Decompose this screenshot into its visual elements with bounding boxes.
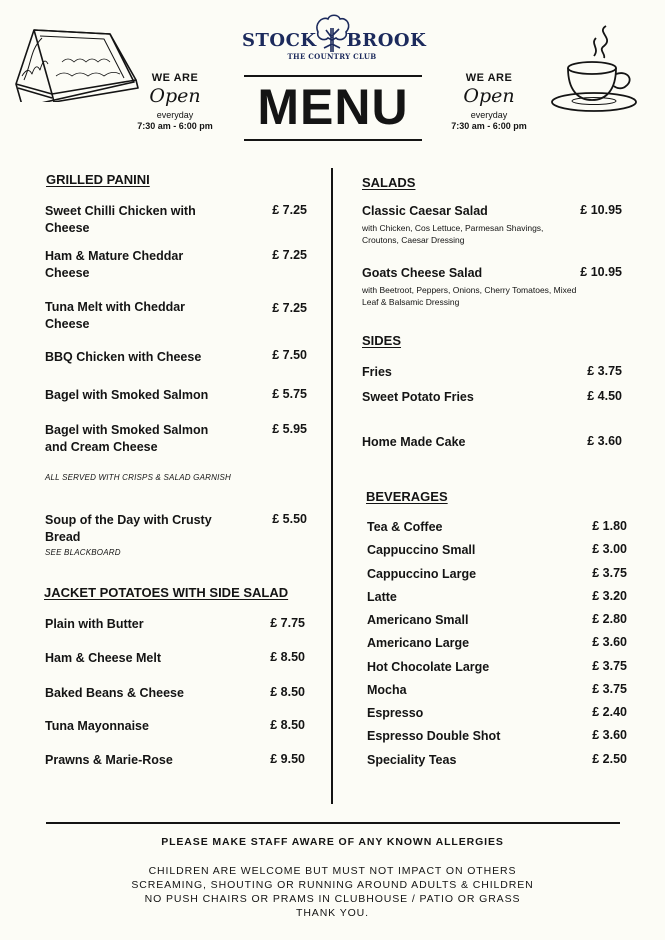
item-price: £ 3.60	[587, 434, 622, 448]
item-name: Soup of the Day with Crusty Bread	[45, 513, 212, 544]
panini-note: ALL SERVED WITH CRISPS & SALAD GARNISH	[45, 473, 232, 482]
item-name: Classic Caesar Salad	[362, 204, 488, 218]
hours-label: 7:30 am - 6:00 pm	[451, 121, 527, 131]
menu-item	[362, 434, 622, 451]
open-label: Open	[149, 85, 201, 107]
menu-item	[367, 542, 627, 559]
item-name: Espresso	[367, 706, 424, 720]
item-name: Bagel with Smoked Salmon and Cream Cheese	[45, 423, 209, 454]
item-price: £ 5.50	[272, 512, 307, 526]
item-price: £ 2.80	[592, 612, 627, 626]
item-price: £ 2.50	[592, 752, 627, 766]
menu-item	[45, 650, 305, 667]
item-price: £ 10.95	[580, 203, 622, 217]
soup-note: SEE BLACKBOARD	[45, 548, 121, 557]
item-price: £ 4.50	[587, 389, 622, 403]
brand-subtitle: THE COUNTRY CLUB	[287, 52, 377, 61]
footer-line: NO PUSH CHAIRS OR PRAMS IN CLUBHOUSE / PATIO OR GRASS	[144, 893, 521, 905]
item-price: £ 5.75	[272, 387, 307, 401]
item-price: £ 3.75	[592, 659, 627, 673]
coffee-cup-icon	[548, 20, 648, 120]
hours-label: 7:30 am - 6:00 pm	[137, 121, 213, 131]
open-label: Open	[463, 85, 515, 107]
brand-logo	[242, 14, 427, 62]
item-name: Mocha	[367, 683, 407, 697]
item-price: £ 7.25	[272, 248, 307, 262]
brand-name-left: STOCK	[242, 30, 317, 51]
page-title: MENU	[257, 79, 409, 135]
column-divider	[331, 168, 333, 804]
item-name: Espresso Double Shot	[367, 729, 501, 743]
item-price: £ 8.50	[270, 718, 305, 732]
brand-name-right: BROOK	[346, 30, 427, 51]
item-price: £ 5.95	[272, 422, 307, 436]
item-name: Ham & Cheese Melt	[45, 651, 162, 665]
menu-item	[45, 685, 305, 702]
menu-item	[45, 616, 305, 633]
everyday-label: everyday	[470, 110, 508, 120]
menu-item	[362, 389, 622, 406]
item-price: £ 3.75	[587, 364, 622, 378]
menu-item	[45, 299, 307, 333]
item-name: Tuna Mayonnaise	[45, 719, 149, 733]
menu-item	[45, 752, 305, 769]
item-name: Sweet Chilli Chicken with Cheese	[45, 204, 196, 235]
item-name: Goats Cheese Salad	[362, 266, 483, 280]
section-heading-panini: GRILLED PANINI	[46, 172, 150, 187]
title-rule-bottom	[244, 139, 422, 141]
footer-line: THANK YOU.	[296, 907, 369, 919]
menu-item	[45, 203, 307, 237]
item-price: £ 9.50	[270, 752, 305, 766]
item-name: Tuna Melt with Cheddar Cheese	[45, 300, 186, 331]
menu-item	[367, 705, 627, 722]
footer-line: SCREAMING, SHOUTING OR RUNNING AROUND ADULTS & CHILDREN	[131, 879, 534, 891]
section-heading-jacket: JACKET POTATOES WITH SIDE SALAD	[44, 585, 289, 600]
item-name: Sweet Potato Fries	[362, 390, 474, 404]
menu-item	[367, 612, 627, 629]
item-price: £ 7.75	[270, 616, 305, 630]
item-name: Tea & Coffee	[367, 520, 443, 534]
item-name: Baked Beans & Cheese	[45, 686, 184, 700]
item-price: £ 3.00	[592, 542, 627, 556]
item-price: £ 8.50	[270, 650, 305, 664]
menu-item	[367, 635, 627, 652]
menu-item	[362, 203, 622, 246]
item-name: Ham & Mature Cheddar Cheese	[45, 249, 184, 280]
menu-item	[45, 718, 305, 735]
open-hours-left	[115, 72, 235, 131]
menu-item	[367, 752, 627, 769]
item-name: Cappuccino Large	[367, 567, 477, 581]
item-price: £ 2.40	[592, 705, 627, 719]
item-price: £ 3.75	[592, 682, 627, 696]
section-heading-salads: SALADS	[362, 175, 416, 190]
section-heading-sides: SIDES	[362, 333, 402, 348]
menu-item	[362, 364, 622, 381]
item-description: with Chicken, Cos Lettuce, Parmesan Shavings, Croutons, Caesar Dressing	[362, 223, 544, 245]
menu-item	[367, 682, 627, 699]
open-hours-right	[429, 72, 549, 131]
menu-item	[367, 589, 627, 606]
item-name: BBQ Chicken with Cheese	[45, 350, 202, 364]
menu-item	[45, 248, 307, 282]
item-name: Americano Large	[367, 636, 470, 650]
item-name: Fries	[362, 365, 392, 379]
menu-item	[367, 728, 627, 745]
item-price: £ 3.75	[592, 566, 627, 580]
section-heading-beverages: BEVERAGES	[366, 489, 448, 504]
item-name: Americano Small	[367, 613, 469, 627]
item-price: £ 7.25	[272, 301, 307, 315]
menu-item	[45, 387, 307, 404]
item-price: £ 3.60	[592, 635, 627, 649]
menu-item	[367, 566, 627, 583]
we-are-label: WE ARE	[151, 72, 199, 84]
item-price: £ 1.80	[592, 519, 627, 533]
menu-item	[367, 659, 627, 676]
item-price: £ 7.25	[272, 203, 307, 217]
title-rule-top	[244, 75, 422, 77]
item-name: Speciality Teas	[367, 753, 457, 767]
item-name: Home Made Cake	[362, 435, 466, 449]
menu-item	[362, 265, 622, 308]
item-description: with Beetroot, Peppers, Onions, Cherry Tomatoes, Mixed Leaf & Balsamic Dressing	[362, 285, 577, 307]
menu-item	[367, 519, 627, 536]
item-name: Plain with Butter	[45, 617, 144, 631]
item-name: Latte	[367, 590, 397, 604]
we-are-label: WE ARE	[465, 72, 513, 84]
item-price: £ 3.20	[592, 589, 627, 603]
menu-item	[45, 422, 307, 456]
tree-icon	[314, 14, 350, 54]
allergy-notice: PLEASE MAKE STAFF AWARE OF ANY KNOWN ALLERGIES	[161, 836, 504, 848]
menu-item	[45, 349, 307, 366]
item-name: Prawns & Marie-Rose	[45, 753, 173, 767]
footer-line: CHILDREN ARE WELCOME BUT MUST NOT IMPACT ON OTHERS	[148, 865, 517, 877]
menu-item-soup	[45, 512, 307, 557]
item-name: Hot Chocolate Large	[367, 660, 490, 674]
item-name: Cappuccino Small	[367, 543, 476, 557]
item-price: £ 7.50	[272, 348, 307, 362]
item-price: £ 8.50	[270, 685, 305, 699]
item-price: £ 3.60	[592, 728, 627, 742]
item-name: Bagel with Smoked Salmon	[45, 388, 209, 402]
item-price: £ 10.95	[580, 265, 622, 279]
footer-rule	[46, 822, 620, 824]
everyday-label: everyday	[156, 110, 194, 120]
